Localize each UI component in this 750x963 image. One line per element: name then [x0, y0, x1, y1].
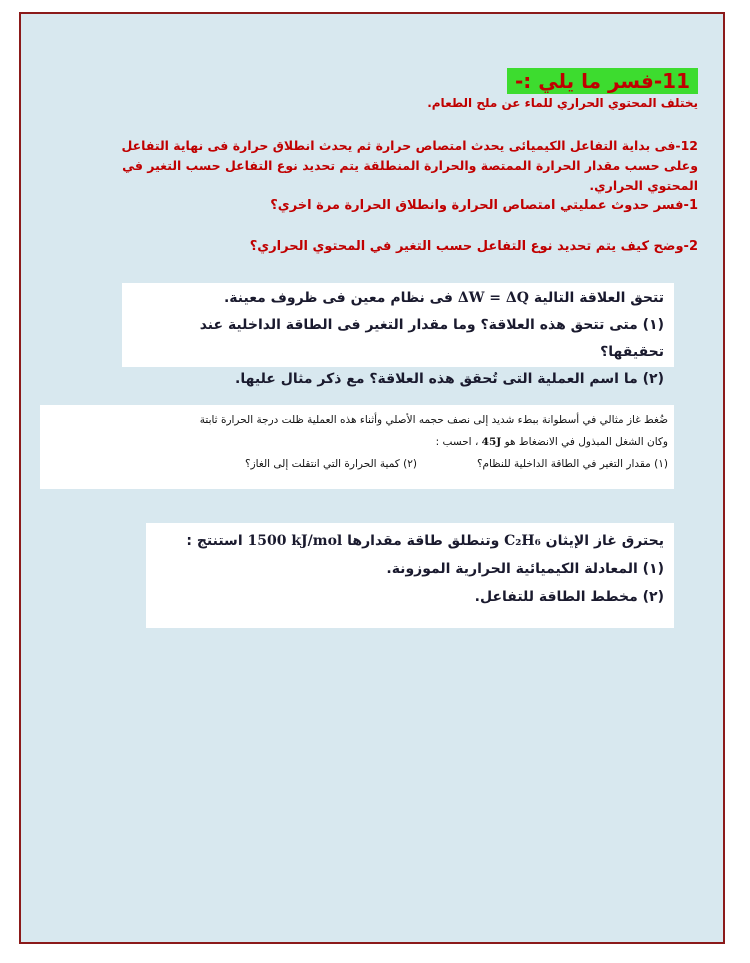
gas-line-2 — [46, 431, 668, 453]
relation-condition: فى نظام معين فى ظروف معينة. — [223, 290, 453, 306]
ethane-prompt: استنتج : — [186, 533, 243, 549]
ethane-item-1: (١) المعادلة الكيميائية الحرارية الموزونة. — [386, 561, 664, 577]
ethane-intro: يحترق غاز الإيثان — [545, 533, 664, 549]
question-12-text: 12-فى بداية التفاعل الكيميائى يحدث امتصاص حرارة ثم يحدث انطلاق حرارة فى نهاية التفاعل وعلى حسب مقدار الحرارة الممتصة والحرارة المنطلقة يتم تحديد نوع التفاعل حسب التغير في المحتوي الحراري. — [121, 138, 698, 193]
gas-work-intro: وكان الشغل المبذول في الانضغاط هو — [504, 436, 668, 448]
ethane-item-2: (٢) مخطط الطاقة للتفاعل. — [474, 589, 664, 605]
ethane-energy-value: 1500 kJ/mol — [247, 533, 343, 549]
gas-items-row — [46, 453, 668, 475]
question-12-sub-1: 1-فسر حدوث عمليتي امتصاص الحرارة وانطلاق الحرارة مرة اخري؟ — [270, 198, 698, 213]
question-box-ethane — [146, 523, 674, 628]
question-12-sub-2: 2-وضح كيف يتم تحديد نوع التفاعل حسب التغير في المحتوي الحراري؟ — [249, 239, 698, 254]
gas-calc-prompt: ، احسب : — [435, 436, 479, 448]
gas-item-1: (١) مقدار التغير في الطاقة الداخلية للنظام؟ — [476, 458, 668, 470]
relation-intro: تتحق العلاقة التالية — [533, 290, 664, 306]
relation-equation: ΔW = ΔQ — [457, 290, 529, 306]
ethane-formula: C₂H₆ — [504, 533, 541, 549]
question-11-text: يختلف المحتوي الحراري للماء عن ملح الطعام. — [427, 96, 698, 110]
gas-work-value: 45J — [481, 436, 502, 448]
relation-line-1 — [132, 285, 664, 312]
question-box-relation — [122, 283, 674, 387]
question-11-title: 11-فسر ما يلي :- — [507, 68, 698, 94]
relation-question-2: (٢) ما اسم العملية التى تُحقق هذه العلاقة؟ مع ذكر مثال عليها. — [235, 371, 664, 387]
gas-line-1: ضُغط غاز مثالي في أسطوانة ببطء شديد إلى نصف حجمه الأصلي وأثناء هذه العملية ظلت درجة الحرارة ثابتة — [199, 414, 668, 426]
ethane-energy-intro: وتنطلق طاقة مقدارها — [347, 533, 500, 549]
relation-question-1: (١) متى تتحق هذه العلاقة؟ وما مقدار التغير فى الطاقة الداخلية عند تحقيقها؟ — [199, 317, 664, 360]
ethane-line-1 — [156, 527, 664, 555]
question-box-gas-compression — [40, 405, 674, 489]
gas-item-2: (٢) كمية الحرارة التي انتقلت إلى الغاز؟ — [245, 458, 417, 470]
